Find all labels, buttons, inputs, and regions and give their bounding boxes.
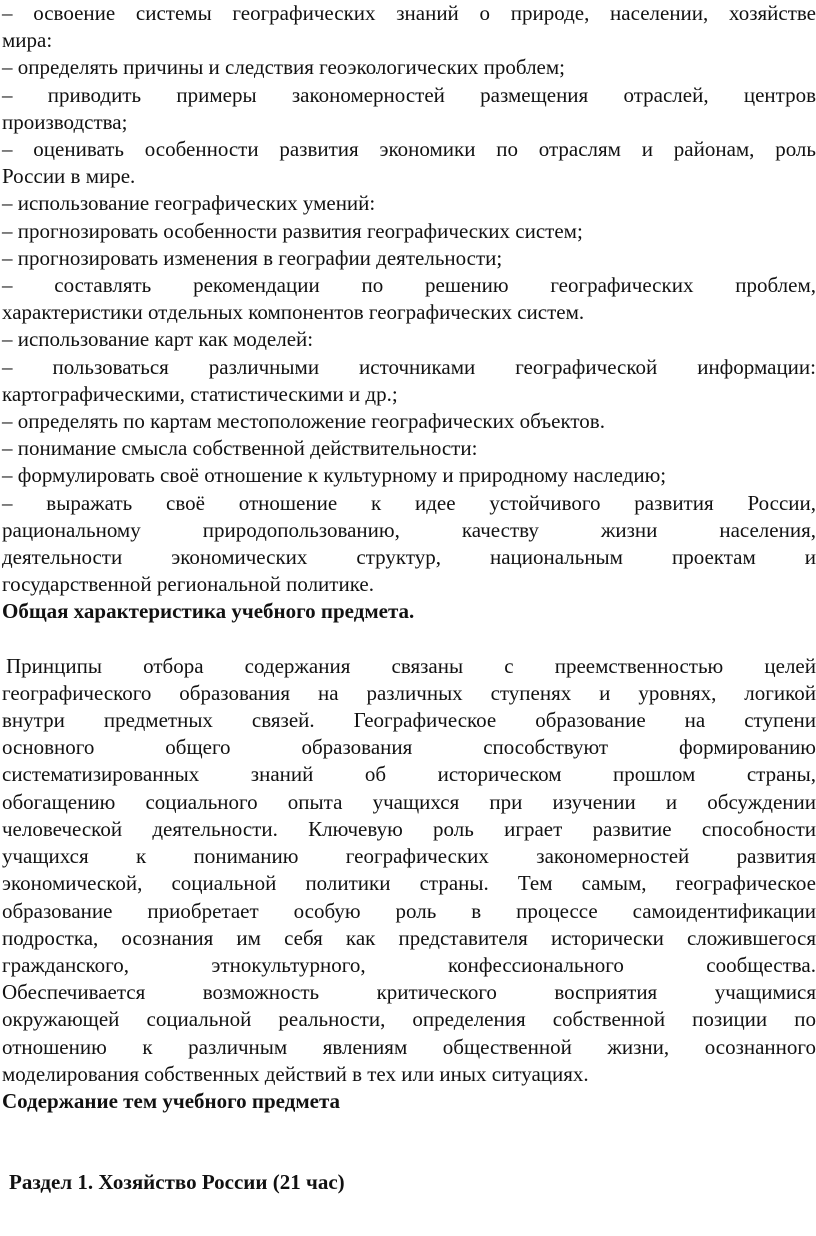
list-item-line: рациональному природопользованию, качеству жизни населения, (2, 517, 816, 542)
paragraph-line: географического образования на различных ступенях и уровнях, логикой (2, 680, 816, 705)
paragraph-line: основного общего образования способствуют формированию (2, 735, 816, 760)
list-item (2, 136, 816, 190)
list-item (2, 326, 816, 353)
list-item-line: – прогнозировать особенности развития географических систем; (2, 218, 583, 243)
list-item (2, 462, 816, 489)
list-item-line: характеристики отдельных компонентов географических систем. (2, 300, 585, 325)
section-title: Раздел 1. Хозяйство России (21 час) (9, 1170, 345, 1195)
paragraph-line: Принципы отбора содержания связаны с преемственностью целей (6, 653, 816, 678)
list-item-line: государственной региональной политике. (2, 572, 374, 597)
list-item (2, 0, 816, 54)
list-item-line: деятельности экономических структур, национальным проектам и (2, 545, 816, 570)
list-item (2, 245, 816, 272)
heading-subject-content: Содержание тем учебного предмета (2, 1088, 341, 1113)
paragraph-line: гражданского, этнокультурного, конфессионального сообщества. (2, 952, 816, 977)
paragraph-line: подростка, осознания им себя как представителя исторически сложившегося (2, 925, 816, 950)
principles-paragraph (2, 653, 816, 1088)
paragraph-line: окружающей социальной реальности, определения собственной позиции по (2, 1007, 816, 1032)
spacer (2, 626, 816, 653)
paragraph-line: обогащению социального опыта учащихся при изучении и обсуждении (2, 789, 816, 814)
list-item-line: – выражать своё отношение к идее устойчивого развития России, (2, 490, 816, 515)
paragraph-line: отношению к различным явлениям общественной жизни, осознанного (2, 1034, 816, 1059)
list-item-line: – использование географических умений: (2, 191, 376, 216)
list-item-line: – составлять рекомендации по решению географических проблем, (2, 273, 816, 298)
list-item-line: производства; (2, 109, 128, 134)
paragraph-line: образование приобретает особую роль в процессе самоидентификации (2, 898, 816, 923)
list-item (2, 54, 816, 81)
list-item (2, 354, 816, 408)
paragraph-line: экономической, социальной политики страны. Тем самым, географическое (2, 871, 816, 896)
paragraph-line: моделирования собственных действий в тех или иных ситуациях. (2, 1061, 589, 1086)
list-item-line: картографическими, статистическими и др.; (2, 381, 398, 406)
competency-list (2, 0, 816, 598)
list-item (2, 272, 816, 326)
paragraph-line: человеческой деятельности. Ключевую роль играет развитие способности (2, 816, 816, 841)
list-item-line: – приводить примеры закономерностей размещения отраслей, центров (2, 82, 816, 107)
list-item-line: – формулировать своё отношение к культурному и природному наследию; (2, 463, 667, 488)
list-item (2, 490, 816, 599)
list-item-line: – пользоваться различными источниками географической информации: (2, 354, 816, 379)
list-item-line: – определять по картам местоположение географических объектов. (2, 409, 605, 434)
list-item (2, 435, 816, 462)
list-item-line: мира: (2, 28, 53, 53)
list-item (2, 218, 816, 245)
list-item-line: России в мире. (2, 164, 136, 189)
list-item-line: – определять причины и следствия геоэкологических проблем; (2, 55, 565, 80)
paragraph-line: учащихся к пониманию географических закономерностей развития (2, 844, 816, 869)
list-item-line: – использование карт как моделей: (2, 327, 314, 352)
paragraph-line: систематизированных знаний об историческом прошлом страны, (2, 762, 816, 787)
list-item (2, 408, 816, 435)
list-item-line: – оценивать особенности развития экономики по отраслям и районам, роль (2, 137, 816, 162)
list-item-line: – освоение системы географических знаний о природе, населении, хозяйстве (2, 1, 816, 25)
heading-general-characteristics: Общая характеристика учебного предмета. (2, 599, 415, 624)
paragraph-line: Обеспечивается возможность критического восприятия учащимися (2, 980, 816, 1005)
spacer (2, 1115, 816, 1169)
list-item (2, 190, 816, 217)
list-item-line: – прогнозировать изменения в географии деятельности; (2, 245, 503, 270)
list-item-line: – понимание смысла собственной действительности: (2, 436, 478, 461)
list-item (2, 82, 816, 136)
paragraph-line: внутри предметных связей. Географическое образование на ступени (2, 708, 816, 733)
